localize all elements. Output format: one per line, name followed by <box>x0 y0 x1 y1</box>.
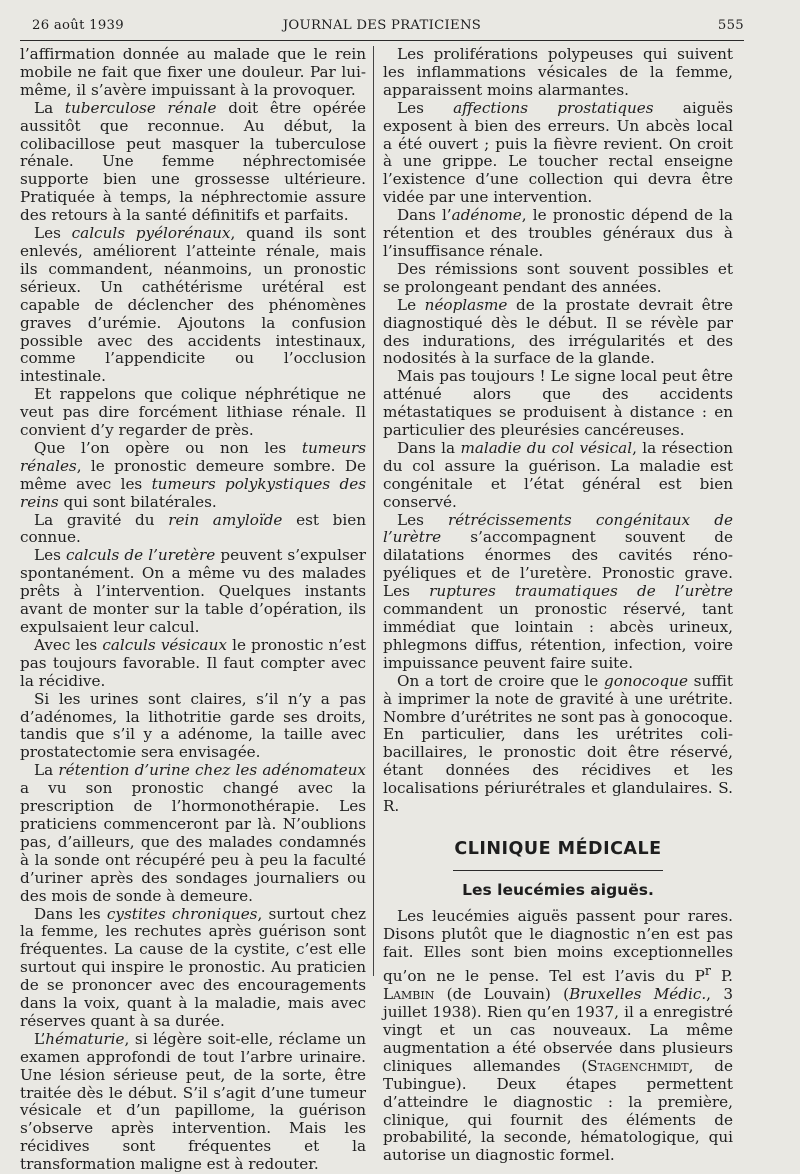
article-subtitle: Les leucémies aiguës. <box>462 881 654 900</box>
italic-term: tumeurs rénales <box>20 438 366 475</box>
paragraph <box>20 512 366 548</box>
text-run: , quand ils sont enlevés, améliorent l’atteinte rénale, mais ils commandent, néanmoins, un pronostic sérieux. Un cathétérisme urétéral est capable de déclencher des phénomènes graves d’urémie. Ajoutons la confusion possible avec des accidents intestinaux, comme l’appendicite ou l’occlusion intestinale. <box>20 224 366 386</box>
paragraph <box>383 368 733 440</box>
paragraph <box>383 440 733 512</box>
text-run: Dans l’ <box>397 206 452 225</box>
italic-term: rétrécissements congénitaux de l’urètre <box>383 510 733 547</box>
paragraph <box>383 908 733 1165</box>
italic-term: calculs pyélorénaux <box>71 224 231 243</box>
paragraph <box>20 46 366 100</box>
paragraph <box>20 440 366 512</box>
text-run: , si légère soit-elle, réclame un examen approfondi de tout l’arbre urinaire. Une lésion sérieuse peut, de la sorte, être traitée dès le début. S’il s’agit d’une tumeur vésicale et d’un papillome, la guérison s’observe après intervention. Mais les récidives sont fréquentes et la transformation maligne est à redouter. <box>20 1029 366 1174</box>
text-run: Les <box>34 224 72 243</box>
italic-term: affections prostatiques <box>453 98 654 117</box>
paragraph <box>20 637 366 691</box>
text-run: commandent un pronostic réservé, tant immédiat que lointain : abcès urineux, phlegmons diffus, rétention, infection, voire impuissance peuvent faire suite. <box>383 600 733 672</box>
running-header <box>20 14 744 41</box>
text-run: (de Louvain) ( <box>434 985 570 1004</box>
paragraph <box>20 906 366 1031</box>
text-run: , surtout chez la femme, les rechutes après guérison sont fréquentes. La cause de la cystite, c’est elle surtout qui inspire le pronostic. Au praticien de se prononcer avec des encouragements dans la voix, quant à la maladie, mais avec réserves quant à sa durée. <box>20 904 367 1030</box>
text-run: La <box>34 98 65 117</box>
paragraph <box>20 762 366 905</box>
text-run: , 3 juillet 1938). Rien qu’en 1937, il a enregistré vingt et un cas nouveaux. La même augmentation a été observée dans plusieurs cliniques allemandes ( <box>383 985 733 1075</box>
text-run: Avec les <box>34 635 103 654</box>
text-run: suffit à imprimer la note de gravité à une urétrite. Nombre d’urétrites ne sont pas à gonocoque. En particulier, dans les urétrites coli-bacillaires, le pronostic doit être réservé, étant données des récidives et les localisations périurétrales et glandulaires. S. R. <box>383 671 733 816</box>
text-run: Et rappelons que colique néphrétique ne veut pas dire forcément lithiase rénale. Il convient d’y regarder de près. <box>20 385 366 440</box>
text-run: L’ <box>34 1029 46 1048</box>
italic-term: gonocoque <box>604 671 688 690</box>
paragraph <box>383 46 733 100</box>
text-run: Les <box>397 98 454 117</box>
paragraph <box>383 673 733 816</box>
text-run: est bien connue. <box>20 510 366 547</box>
text-run: Des rémissions sont souvent possibles et se prolongeant pendant des années. <box>383 259 733 296</box>
text-run: Que l’on opère ou non les <box>34 438 302 457</box>
text-run: , de Tubingue). Deux étapes permettent d’atteindre le diagnostic : la première, clinique, qui fournit des éléments de probabilité, la seconde, hématologique, qui autorise un diagnostic formel. <box>383 1056 733 1165</box>
text-run: , le pronostic dépend de la rétention et des troubles généraux dus à l’insuffisance rénale. <box>383 206 733 260</box>
italic-term: tumeurs polykystiques des reins <box>20 474 366 511</box>
paragraph <box>20 386 366 440</box>
italic-term: cystites chroniques <box>106 904 258 923</box>
italic-term: ruptures traumatiques de l’urètre <box>429 582 733 601</box>
text-run: , le pronostic demeure sombre. De même avec les <box>20 456 366 493</box>
text-run: Les leucémies aiguës passent pour rares. Disons plutôt que le diagnostic n’en est pas fait. Elles sont bien moins exceptionnelles qu’on ne le pense. Tel est l’avis du P <box>383 907 733 986</box>
section-rule <box>453 870 663 872</box>
text-run: a vu son pronostic changé avec la prescription de l’hormonothérapie. Les praticiens commenceront par là. N’oublions pas, d’ailleurs, que des malades condamnés à la sonde ont récupéré peu à peu la faculté d’uriner après des sondages journaliers ou des mois de sonde à demeure. <box>20 779 366 905</box>
text-run: La gravité du <box>34 510 169 529</box>
text-run: Les <box>397 510 449 529</box>
text-run: , la résection du col assure la guérison. La maladie est congénitale et l’état général est bien conservé. <box>383 438 733 511</box>
section-title: CLINIQUE MÉDICALE <box>454 838 662 859</box>
text-run: peuvent s’expulser spontanément. On a même vu des malades prêts à l’intervention. Quelques instants avant de monter sur la table d’opération, ils expulsaient leur calcul. <box>20 546 366 636</box>
page-number: 555 <box>717 18 744 33</box>
issue-date: 26 août 1939 <box>32 18 124 33</box>
author-name: Lambin <box>383 985 435 1004</box>
text-run: l’affirmation donnée au malade que le rein mobile ne fait que fixer une douleur. Par lui-même, il s’avère impuissant à la provoquer. <box>20 45 366 99</box>
paragraph <box>383 512 733 673</box>
paragraph <box>20 691 366 763</box>
text-run: Les <box>34 546 66 565</box>
text-run: Le <box>397 295 425 314</box>
italic-term: adénome <box>451 206 522 225</box>
italic-term: tuberculose rénale <box>64 98 217 117</box>
paragraph <box>383 100 733 207</box>
author-name: Stagenchmidt <box>587 1056 689 1075</box>
text-run: de la prostate devrait être diagnostiqué dès le début. Il se révèle par des indurations, des irrégularités et des nodosités à la surface de la glande. <box>383 295 733 368</box>
paragraph <box>20 1031 366 1174</box>
paragraph <box>20 100 366 225</box>
left-column <box>20 46 366 1174</box>
journal-title: JOURNAL DES PRATICIENS <box>282 18 482 33</box>
text-run: aiguës exposent à bien des erreurs. Un abcès local a été ouvert ; puis la fièvre revient. On croit à une grippe. Le toucher rectal enseigne l’existence d’une collection qui devra être vidée par une intervention. <box>383 98 733 207</box>
text-run: qui sont bilatérales. <box>58 492 217 511</box>
italic-term: maladie du col vésical <box>460 438 633 457</box>
paragraph <box>383 261 733 297</box>
italic-term: néoplasme <box>424 295 508 314</box>
text-run: Dans la <box>397 438 461 457</box>
text-run: s’accompagnent souvent de dilatations énormes des cavités réno-pyéliques et de l’uretère. Pronostic grave. Les <box>383 528 733 601</box>
paragraph <box>383 207 733 261</box>
paragraph <box>20 547 366 637</box>
paragraph <box>383 297 733 369</box>
right-column <box>383 46 733 1165</box>
italic-term: calculs de l’uretère <box>65 546 216 565</box>
text-run: le pronostic n’est pas toujours favorable. Il faut compter avec la récidive. <box>20 635 366 690</box>
italic-term: hématurie <box>45 1029 125 1048</box>
text-run: Les proliférations polypeuses qui suivent les inflammations vésicales de la femme, apparaissent moins alarmantes. <box>383 45 733 99</box>
column-divider <box>373 46 374 976</box>
text-run: doit être opérée aussitôt que reconnue. Au début, la colibacillose peut masquer la tuberculose rénale. Une femme néphrectomisée supporte bien une grossesse ultérieure. Pratiquée à temps, la néphrectomie assure des retours à la santé définitifs et parfaits. <box>20 98 366 225</box>
italic-term: rein amyloïde <box>168 510 283 529</box>
urology-continuation <box>383 46 733 816</box>
italic-term: rétention d’urine chez les adénomateux <box>58 761 366 780</box>
text-run: La <box>34 761 59 780</box>
article-body <box>383 908 733 1165</box>
text-run: P. <box>710 967 734 986</box>
italic-term: Bruxelles Médic. <box>569 985 707 1004</box>
text-run: Si les urines sont claires, s’il n’y a pas d’adénomes, la lithotritie garde ses droits, tandis que s’il y a adénome, la taille avec prostatectomie sera envisagée. <box>20 689 366 762</box>
text-run: Dans les <box>34 904 107 923</box>
text-run: r <box>704 963 711 979</box>
paragraph <box>20 225 366 386</box>
italic-term: calculs vésicaux <box>102 635 227 654</box>
text-run: On a tort de croire que le <box>397 671 605 690</box>
text-run: Mais pas toujours ! Le signe local peut être atténué alors que des accidents métastatiques se produisent à distance : en particulier des pleurésies cancéreuses. <box>383 367 733 440</box>
